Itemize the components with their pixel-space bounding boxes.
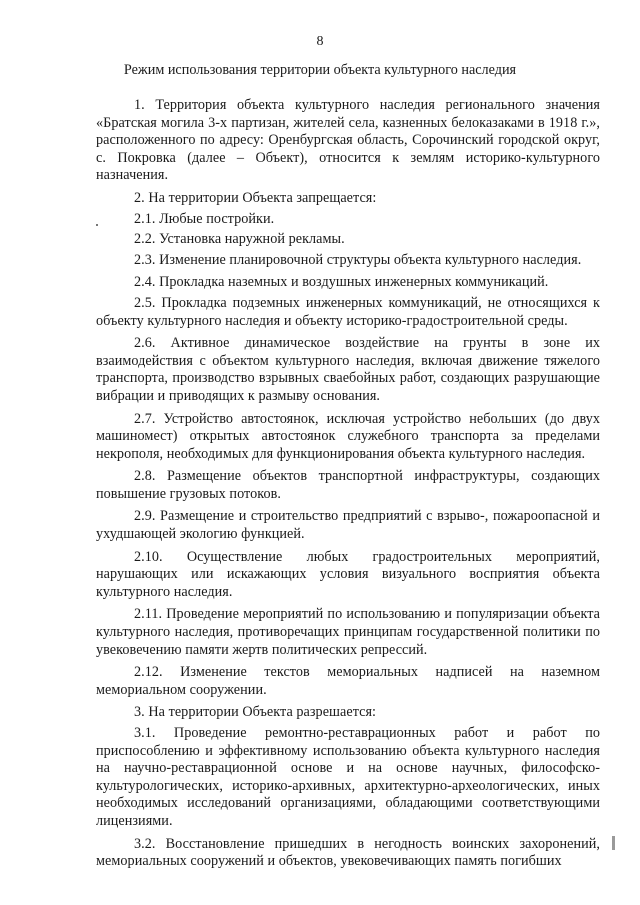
paragraph-2-10: 2.10. Осуществление любых градостроительных мероприятий, нарушающих или искажающих условия визуального восприятия объекта культурного наследия. [96,548,600,600]
section-title: Режим использования территории объекта культурного наследия [123,62,517,78]
paragraph-2-4: 2.4. Прокладка наземных и воздушных инженерных коммуникаций. [134,274,549,291]
paragraph-2-9: 2.9. Размещение и строительство предприятий с взрыво-, пожароопасной и ухудшающей экологию функцией. [96,508,600,543]
paragraph-3-2: 3.2. Восстановление пришедших в негодность воинских захоронений, мемориальных сооружений и объектов, увековечивающих память погибших [96,835,600,870]
document-body [96,97,600,876]
scan-edge-mark [612,836,615,850]
paragraph-2-7: 2.7. Устройство автостоянок, исключая устройство небольших (до двух машиномест) открытых автостоянок служебного транспорта за пределами некрополя, необходимых для функционирования объекта культурного наследия. [96,410,600,462]
paragraph-2-12: 2.12. Изменение текстов мемориальных надписей на наземном мемориальном сооружении. [96,664,600,698]
paragraph-1: 1. Территория объекта культурного наследия регионального значения «Братская могила 3-х партизан, жителей села, казненных белоказаками в 1918 г.», расположенного по адресу: Оренбургская область, Сорочинский городской округ, с. Покровка (далее – Объект), относится к землям историко-культурного назначения. [96,97,600,184]
page-number: 8 [316,34,324,49]
paragraph-3: 3. На территории Объекта разрешается: [134,704,377,721]
paragraph-2-5: 2.5. Прокладка подземных инженерных коммуникаций, не относящихся к объекту культурного наследия и объекту историко-градостроительной среды. [96,294,600,329]
paragraph-2-11: 2.11. Проведение мероприятий по использованию и популяризации объекта культурного наследия, противоречащих принципам государственной политики по увековечению памяти жертв политических репрессий. [96,606,600,658]
paragraph-2-3: 2.3. Изменение планировочной структуры объекта культурного наследия. [134,251,582,268]
paragraph-2-2: 2.2. Установка наружной рекламы. [134,231,345,248]
paragraph-2-6: 2.6. Активное динамическое воздействие на грунты в зоне их взаимодействия с объектом культурного наследия, включая движение тяжелого транспорта, производство взрывных сваебойных работ, создающих разрушающие вибрации и приводящих к размыву основания. [96,335,600,404]
paragraph-2-8: 2.8. Размещение объектов транспортной инфраструктуры, создающих повышение грузовых потоков. [96,468,600,502]
paragraph-2-1: 2.1. Любые постройки. [134,210,275,227]
paragraph-2: 2. На территории Объекта запрещается: [134,189,377,206]
paragraph-3-1: 3.1. Проведение ремонтно-реставрационных работ и работ по приспособлению и эффективному использованию объекта культурного наследия на научно-реставрационной основе и на основе научных, философско-культурологических, историко-архивных, архитектурно-археологических, иных необходимых исследований организациями, обладающими соответствующими лицензиями. [96,725,600,829]
